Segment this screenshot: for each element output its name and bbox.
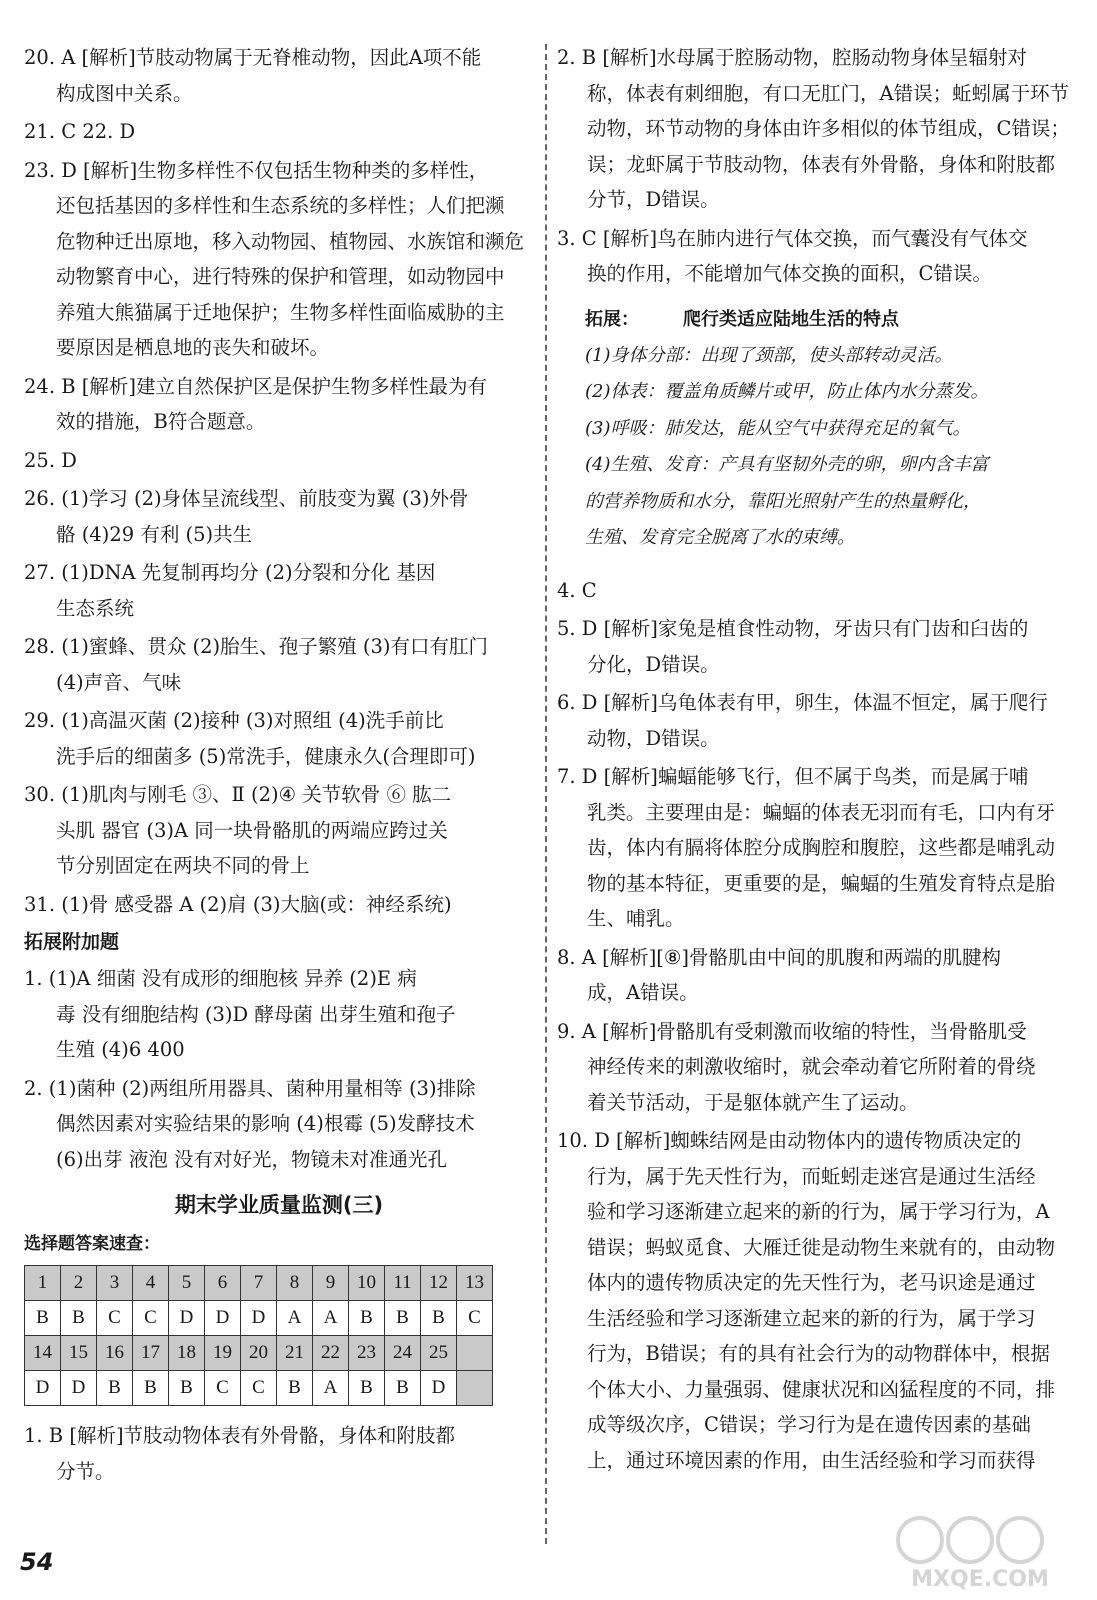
extension-line: (1)身体分部：出现了颈部，使头部转动灵活。 (585, 344, 953, 366)
answer-cell: C (457, 1301, 493, 1336)
answer-line-continued: 误；龙虾属于节肢动物，体表有外骨骼，身体和附肢都 (587, 152, 1056, 176)
answer-cell: B (25, 1301, 61, 1336)
answer-item (557, 611, 1073, 682)
answer-line-continued: 神经传来的刺激收缩时，就会牵动着它所附着的骨绕 (587, 1055, 1036, 1078)
answer-cell: A (313, 1301, 349, 1336)
left-answer-list (24, 40, 534, 922)
answer-cell: D (169, 1301, 205, 1336)
answer-cell: 24 (385, 1336, 421, 1371)
answer-cell: 14 (25, 1336, 61, 1371)
extension-line: (2)体表：覆盖角质鳞片或甲，防止体内水分蒸发。 (585, 381, 989, 402)
answer-item (24, 555, 534, 626)
answer-line-continued: (4)声音、气味 (56, 670, 182, 694)
answer-cell: A (313, 1371, 349, 1406)
answer-cell: B (421, 1301, 457, 1336)
answer-line: 29. (1)高温灭菌 (2)接种 (3)对照组 (4)洗手前比 (24, 709, 444, 732)
extension-box (585, 302, 1073, 557)
answer-item (24, 629, 534, 700)
answer-line-continued: 毒 没有细胞结构 (3)D 酵母菌 出芽生殖和孢子 (56, 1002, 456, 1026)
answer-cell: B (97, 1371, 133, 1406)
answer-item (557, 1014, 1073, 1121)
answer-item (24, 1418, 534, 1489)
right-answer-list-2 (557, 573, 1073, 1479)
answer-item (24, 481, 534, 552)
answer-cell: 10 (349, 1266, 385, 1301)
answer-line: 1. (1)A 细菌 没有成形的细胞核 异养 (2)E 病 (24, 967, 417, 990)
answer-line: 26. (1)学习 (2)身体呈流线型、前肢变为翼 (3)外骨 (24, 487, 469, 510)
answer-cell (457, 1371, 493, 1406)
answer-item (24, 1071, 534, 1178)
answer-cell: 16 (97, 1336, 133, 1371)
answer-line: 25. D (24, 448, 77, 472)
answer-line-continued: 偶然因素对实验结果的影响 (4)根霉 (5)发酵技术 (56, 1112, 475, 1135)
answer-table-answers-row-1 (25, 1301, 493, 1336)
answer-table-numbers-row-2 (25, 1336, 493, 1371)
answer-line-continued: 错误；蚂蚁觅食、大雁迁徙是动物生来就有的，由动物 (587, 1235, 1056, 1259)
answer-line-continued: 生态系统 (56, 596, 135, 620)
answer-line-continued: 成等级次序，C错误；学习行为是在遗传因素的基础 (587, 1413, 1031, 1436)
answer-cell: D (61, 1371, 97, 1406)
answer-item (557, 940, 1073, 1011)
answer-cell: B (61, 1301, 97, 1336)
answer-item (557, 573, 1073, 609)
extension-lines (585, 338, 1073, 557)
answer-cell: 22 (313, 1336, 349, 1371)
answer-cell: 13 (457, 1266, 493, 1301)
answer-line-continued: 危物种迁出原地，移入动物园、植物园、水族馆和濒危 (56, 229, 525, 253)
answer-cell: 23 (349, 1336, 385, 1371)
answer-line-continued: 效的措施，B符合题意。 (56, 410, 266, 433)
answer-line-continued: 动物，环节动物的身体由许多相似的体节组成，C错误； (587, 117, 1070, 140)
answer-item (557, 685, 1073, 756)
answer-item (24, 777, 534, 884)
answer-cell: 2 (61, 1266, 97, 1301)
answer-line: 5. D [解析]家兔是植食性动物，牙齿只有门齿和臼齿的 (557, 617, 1029, 640)
answer-line: 2. B [解析]水母属于腔肠动物，腔肠动物身体呈辐射对 (557, 46, 1028, 69)
answer-item (24, 369, 534, 440)
answer-line-continued: 头肌 器官 (3)A 同一块骨骼肌的两端应跨过关 (56, 818, 448, 842)
answer-line: 7. D [解析]蝙蝠能够飞行，但不属于鸟类，而是属于哺 (557, 765, 1029, 788)
answer-cell: C (97, 1301, 133, 1336)
answer-item (24, 703, 534, 774)
answer-cell: 17 (133, 1336, 169, 1371)
watermark-text: MXQE.COM (911, 1567, 1049, 1592)
right-column (557, 40, 1073, 1481)
answer-cell: 11 (385, 1266, 421, 1301)
column-divider (545, 44, 547, 1544)
answer-line-continued: 分化，D错误。 (587, 652, 720, 676)
answer-cell: 8 (277, 1266, 313, 1301)
answer-item (24, 443, 534, 479)
answer-line-continued: 养殖大熊猫属于迁地保护；生物多样性面临威胁的主 (56, 300, 505, 324)
answer-line: 9. A [解析]骨骼肌有受刺激而收缩的特性，当骨骼肌受 (557, 1019, 1027, 1043)
answer-line-continued: 骼 (4)29 有利 (5)共生 (56, 522, 253, 546)
answer-line: 10. D [解析]蜘蛛结网是由动物体内的遗传物质决定的 (557, 1129, 1022, 1152)
answer-line: 3. C [解析]鸟在肺内进行气体交换，而气囊没有气体交 (557, 226, 1028, 250)
answer-item (24, 961, 534, 1068)
answer-line-continued: 分节。 (56, 1459, 115, 1483)
answer-line-continued: 齿，体内有膈将体腔分成胸腔和腹腔，这些都是哺乳动 (587, 836, 1056, 859)
answer-cell: C (241, 1371, 277, 1406)
extra-heading: 拓展附加题 (24, 931, 120, 953)
answer-line-continued: 生活经验和学习逐渐建立起来的新的行为，属于学习 (587, 1306, 1036, 1330)
answer-cell: C (133, 1301, 169, 1336)
answer-cell: C (205, 1371, 241, 1406)
answer-cell: D (25, 1371, 61, 1406)
answer-item (557, 221, 1073, 292)
answer-line: 21. C 22. D (24, 120, 136, 143)
answer-table-answers-row-2 (25, 1371, 493, 1406)
answer-line-continued: 还包括基因的多样性和生态系统的多样性；人们把濒 (56, 194, 505, 217)
extension-line: (4)生殖、发育：产具有坚韧外壳的卵，卵内含丰富 (585, 454, 989, 475)
answer-cell: A (277, 1301, 313, 1336)
answer-line-continued: (6)出芽 液泡 没有对好光，物镜未对准通光孔 (56, 1147, 448, 1171)
answer-line-continued: 成，A错误。 (587, 981, 699, 1004)
answer-cell: B (385, 1371, 421, 1406)
answer-item (24, 40, 534, 111)
answer-line: 4. C (557, 578, 597, 602)
left-column (24, 40, 534, 1492)
answer-line-continued: 行为，B错误；有的具有社会行为的动物群体中，根据 (587, 1342, 1050, 1365)
answer-cell: 21 (277, 1336, 313, 1371)
answer-line-continued: 物的基本特征，更重要的是，蝙蝠的生殖发育特点是胎 (587, 871, 1056, 895)
answer-line: 23. D [解析]生物多样性不仅包括生物种类的多样性， (24, 158, 489, 182)
answer-cell: 20 (241, 1336, 277, 1371)
answer-line: 31. (1)骨 感受器 A (2)肩 (3)大脑(或：神经系统) (24, 892, 452, 916)
answer-line-continued: 称，体表有刺细胞，有口无肛门，A错误；蚯蚓属于环节 (587, 81, 1070, 105)
answer-cell: B (277, 1371, 313, 1406)
answer-line: 1. B [解析]节肢动物体表有外骨骼，身体和附肢都 (24, 1424, 456, 1447)
answer-line: 27. (1)DNA 先复制再均分 (2)分裂和分化 基因 (24, 561, 436, 584)
answer-line: 28. (1)蜜蜂、贯众 (2)胎生、孢子繁殖 (3)有口有肛门 (24, 635, 488, 658)
watermark-logo (880, 1510, 1080, 1594)
answer-line-continued: 体内的遗传物质决定的先天性行为，老马识途是通过 (587, 1271, 1036, 1294)
answer-line: 6. D [解析]乌龟体表有甲，卵生，体温不恒定，属于爬行 (557, 691, 1048, 714)
extension-line: 生殖、发育完全脱离了水的束缚。 (585, 527, 855, 548)
answer-line: 2. (1)菌种 (2)两组所用器具、菌种用量相等 (3)排除 (24, 1076, 476, 1100)
section-title: 期末学业质量监测(三) (174, 1193, 384, 1217)
answer-cell: D (241, 1301, 277, 1336)
answer-cell: 6 (205, 1266, 241, 1301)
answer-item (557, 40, 1073, 218)
answer-line-continued: 换的作用，不能增加气体交换的面积，C错误。 (587, 262, 992, 285)
answer-line-continued: 分节，D错误。 (587, 188, 720, 211)
answer-item (557, 759, 1073, 937)
extra-answer-list (24, 961, 534, 1177)
answer-cell: 19 (205, 1336, 241, 1371)
answer-cell: 25 (421, 1336, 457, 1371)
answer-line: 30. (1)肌肉与刚毛 ③、Ⅱ (2)④ 关节软骨 ⑥ 肱二 (24, 783, 452, 806)
answer-cell: 18 (169, 1336, 205, 1371)
answer-cell: 1 (25, 1266, 61, 1301)
answer-cell: 7 (241, 1266, 277, 1301)
answer-cell: 15 (61, 1336, 97, 1371)
answer-item (24, 153, 534, 366)
answer-line-continued: 个体大小、力量强弱、健康状况和凶猛程度的不同，排 (587, 1377, 1056, 1401)
answer-item (24, 887, 534, 923)
answer-line-continued: 验和学习逐渐建立起来的新的行为，属于学习行为，A (587, 1200, 1050, 1223)
answer-cell: B (169, 1371, 205, 1406)
answer-item (24, 114, 534, 150)
answer-line-continued: 生、哺乳。 (587, 907, 685, 930)
answer-line: 8. A [解析][⑧]骨骼肌由中间的肌腹和两端的肌腱构 (557, 945, 1001, 969)
extension-line: (3)呼吸：肺发达，能从空气中获得充足的氧气。 (585, 417, 971, 439)
answer-cell: 9 (313, 1266, 349, 1301)
quick-check-title: 选择题答案速查： (24, 1234, 160, 1254)
answer-line-continued: 动物繁育中心，进行特殊的保护和管理，如动物园中 (56, 265, 505, 288)
answer-cell: B (133, 1371, 169, 1406)
extension-label: 拓展： (585, 308, 639, 330)
answer-line-continued: 上，通过环境因素的作用，由生活经验和学习而获得 (587, 1448, 1036, 1472)
answer-line-continued: 构成图中关系。 (56, 81, 193, 105)
answer-cell (457, 1336, 493, 1371)
answer-line-continued: 乳类。主要理由是：蝙蝠的体表无羽而有毛，口内有牙 (587, 800, 1056, 824)
answer-table (24, 1265, 493, 1406)
answer-cell: B (349, 1371, 385, 1406)
answer-line-continued: 着关节活动，于是躯体就产生了运动。 (587, 1090, 919, 1114)
answer-cell: 5 (169, 1266, 205, 1301)
answer-cell: B (385, 1301, 421, 1336)
answer-line-continued: 动物，D错误。 (587, 726, 720, 750)
extension-line: 的营养物质和水分，靠阳光照射产生的热量孵化， (585, 490, 981, 512)
extension-title (585, 302, 1073, 338)
answer-line: 20. A [解析]节肢动物属于无脊椎动物，因此A项不能 (24, 46, 482, 69)
answer-cell: D (205, 1301, 241, 1336)
left-tail-list (24, 1418, 534, 1489)
page-number: 54 (20, 1548, 54, 1576)
answer-cell: 3 (97, 1266, 133, 1301)
answer-line: 24. B [解析]建立自然保护区是保护生物多样性最为有 (24, 374, 487, 398)
answer-cell: B (349, 1301, 385, 1336)
answer-line-continued: 洗手后的细菌多 (5)常洗手，健康永久(合理即可) (56, 744, 476, 768)
answer-cell: 4 (133, 1266, 169, 1301)
answer-line-continued: 要原因是栖息地的丧失和破坏。 (56, 336, 330, 359)
answer-line-continued: 节分别固定在两块不同的骨上 (56, 854, 310, 877)
answer-line-continued: 生殖 (4)6 400 (56, 1038, 185, 1061)
answer-item (557, 1123, 1073, 1478)
right-answer-list (557, 40, 1073, 292)
extension-heading: 爬行类适应陆地生活的特点 (683, 308, 899, 330)
answer-cell: 12 (421, 1266, 457, 1301)
answer-cell: D (421, 1371, 457, 1406)
answer-table-numbers-row-1 (25, 1266, 493, 1301)
answer-line-continued: 行为，属于先天性行为，而蚯蚓走迷宫是通过生活经 (587, 1164, 1036, 1188)
